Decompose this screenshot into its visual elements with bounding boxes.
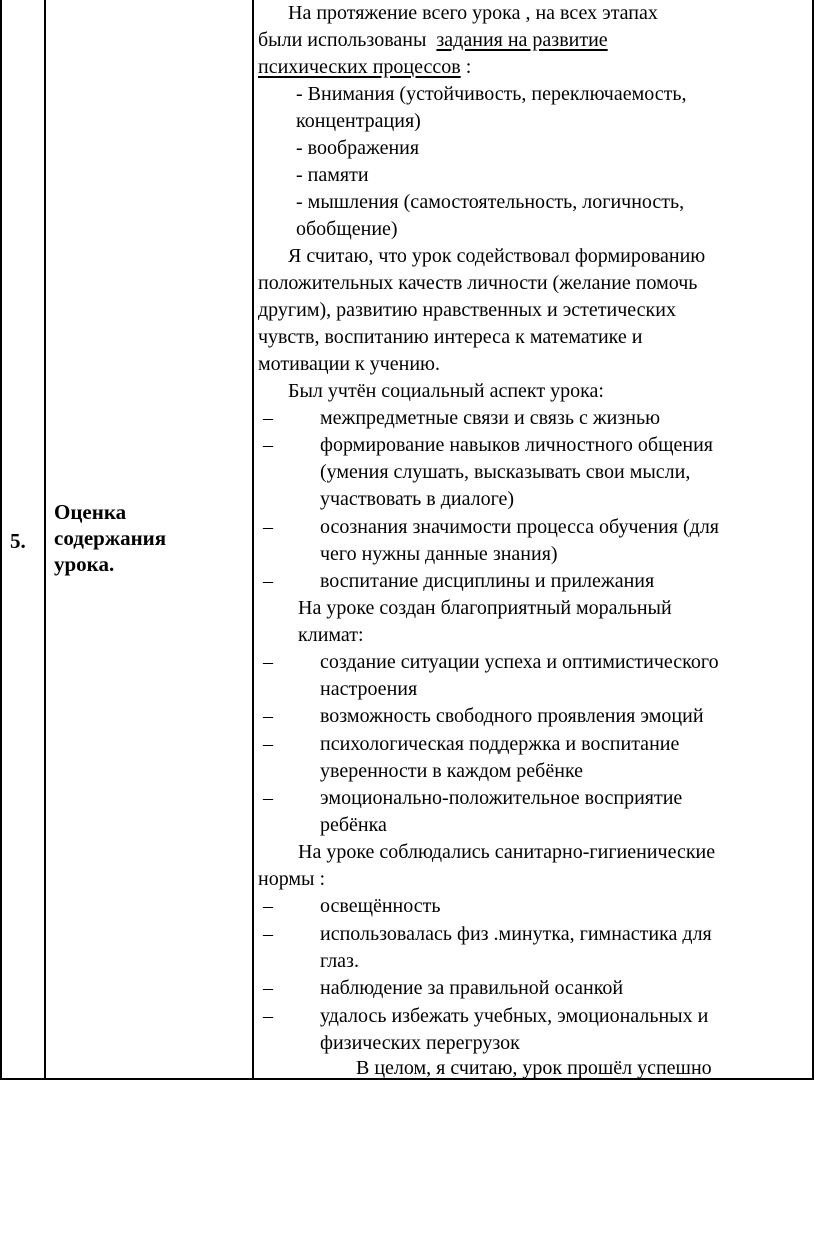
text-line: положительных качеств личности (желание помочь — [258, 272, 698, 294]
section-title-line: содержания — [54, 526, 167, 550]
text-line: нормы : — [258, 868, 326, 890]
list-item: наблюдение за правильной осанкой — [320, 977, 624, 999]
conclusion-line: В целом, я считаю, урок прошёл успешно — [356, 1057, 712, 1079]
column-divider — [252, 0, 254, 1078]
section-title-line: Оценка — [54, 500, 127, 524]
underlined-phrase: задания на развитие — [436, 29, 608, 51]
list-item: - воображения — [296, 137, 420, 159]
text-fragment: : — [460, 56, 472, 78]
section-title-line: урока. — [54, 552, 115, 576]
text-line: На протяжение всего урока , на всех этапах — [288, 2, 658, 24]
list-item: осознания значимости процесса обучения (для — [320, 516, 720, 538]
dash-bullet: – — [263, 570, 273, 592]
dash-bullet: – — [263, 787, 273, 809]
row-number: 5. — [10, 529, 26, 553]
list-item: воспитание дисциплины и прилежания — [320, 570, 655, 592]
list-item: эмоционально-положительное восприятие — [320, 787, 683, 809]
section-title — [54, 499, 244, 577]
text-line: На уроке соблюдались санитарно-гигиенические — [298, 841, 716, 863]
dash-bullet: – — [263, 434, 273, 456]
text-line: На уроке создан благоприятный моральный — [298, 597, 672, 619]
dash-bullet: – — [263, 651, 273, 673]
dash-bullet: – — [263, 407, 273, 429]
list-item: обобщение) — [296, 218, 398, 240]
text-line: Я считаю, что урок содействовал формированию — [288, 245, 706, 267]
dash-bullet: – — [263, 895, 273, 917]
dash-bullet: – — [263, 733, 273, 755]
list-item: использовалась физ .минутка, гимнастика для — [320, 923, 712, 945]
text-line: мотивации к учению. — [258, 353, 441, 375]
dash-bullet: – — [263, 977, 273, 999]
list-item: возможность свободного проявления эмоций — [320, 705, 704, 727]
list-item: концентрация) — [296, 110, 421, 132]
text-line: другим), развитию нравственных и эстетических — [258, 299, 676, 321]
dash-bullet: – — [263, 1005, 273, 1027]
list-item: глаз. — [320, 950, 359, 972]
list-item: ребёнка — [320, 814, 387, 836]
dash-bullet: – — [263, 516, 273, 538]
list-item: (умения слушать, высказывать свои мысли, — [320, 461, 691, 483]
list-item: освещённость — [320, 895, 441, 917]
dash-bullet: – — [263, 705, 273, 727]
list-item: - Внимания (устойчивость, переключаемость, — [296, 83, 687, 105]
list-item: физических перегрузок — [320, 1032, 520, 1054]
text-fragment: были использованы — [258, 29, 427, 51]
list-item: создание ситуации успеха и оптимистического — [320, 651, 719, 673]
list-item: участвовать в диалоге) — [320, 488, 515, 510]
text-line — [258, 56, 471, 79]
list-item: удалось избежать учебных, эмоциональных и — [320, 1005, 709, 1027]
list-item: - мышления (самостоятельность, логичность, — [296, 191, 685, 213]
list-item: настроения — [320, 678, 418, 700]
list-item: - памяти — [296, 164, 369, 186]
text-line: Был учтён социальный аспект урока: — [288, 380, 604, 402]
text-line: климат: — [298, 624, 364, 646]
column-divider — [44, 0, 46, 1078]
list-item: чего нужны данные знания) — [320, 543, 558, 565]
list-item: психологическая поддержка и воспитание — [320, 733, 680, 755]
text-line: чувств, воспитанию интереса к математике и — [258, 326, 643, 348]
list-item: уверенности в каждом ребёнке — [320, 760, 584, 782]
list-item: межпредметные связи и связь с жизнью — [320, 407, 661, 429]
list-item: формирование навыков личностного общения — [320, 434, 713, 456]
underlined-phrase: психических процессов — [258, 56, 461, 78]
dash-bullet: – — [263, 923, 273, 945]
text-line — [258, 29, 608, 52]
